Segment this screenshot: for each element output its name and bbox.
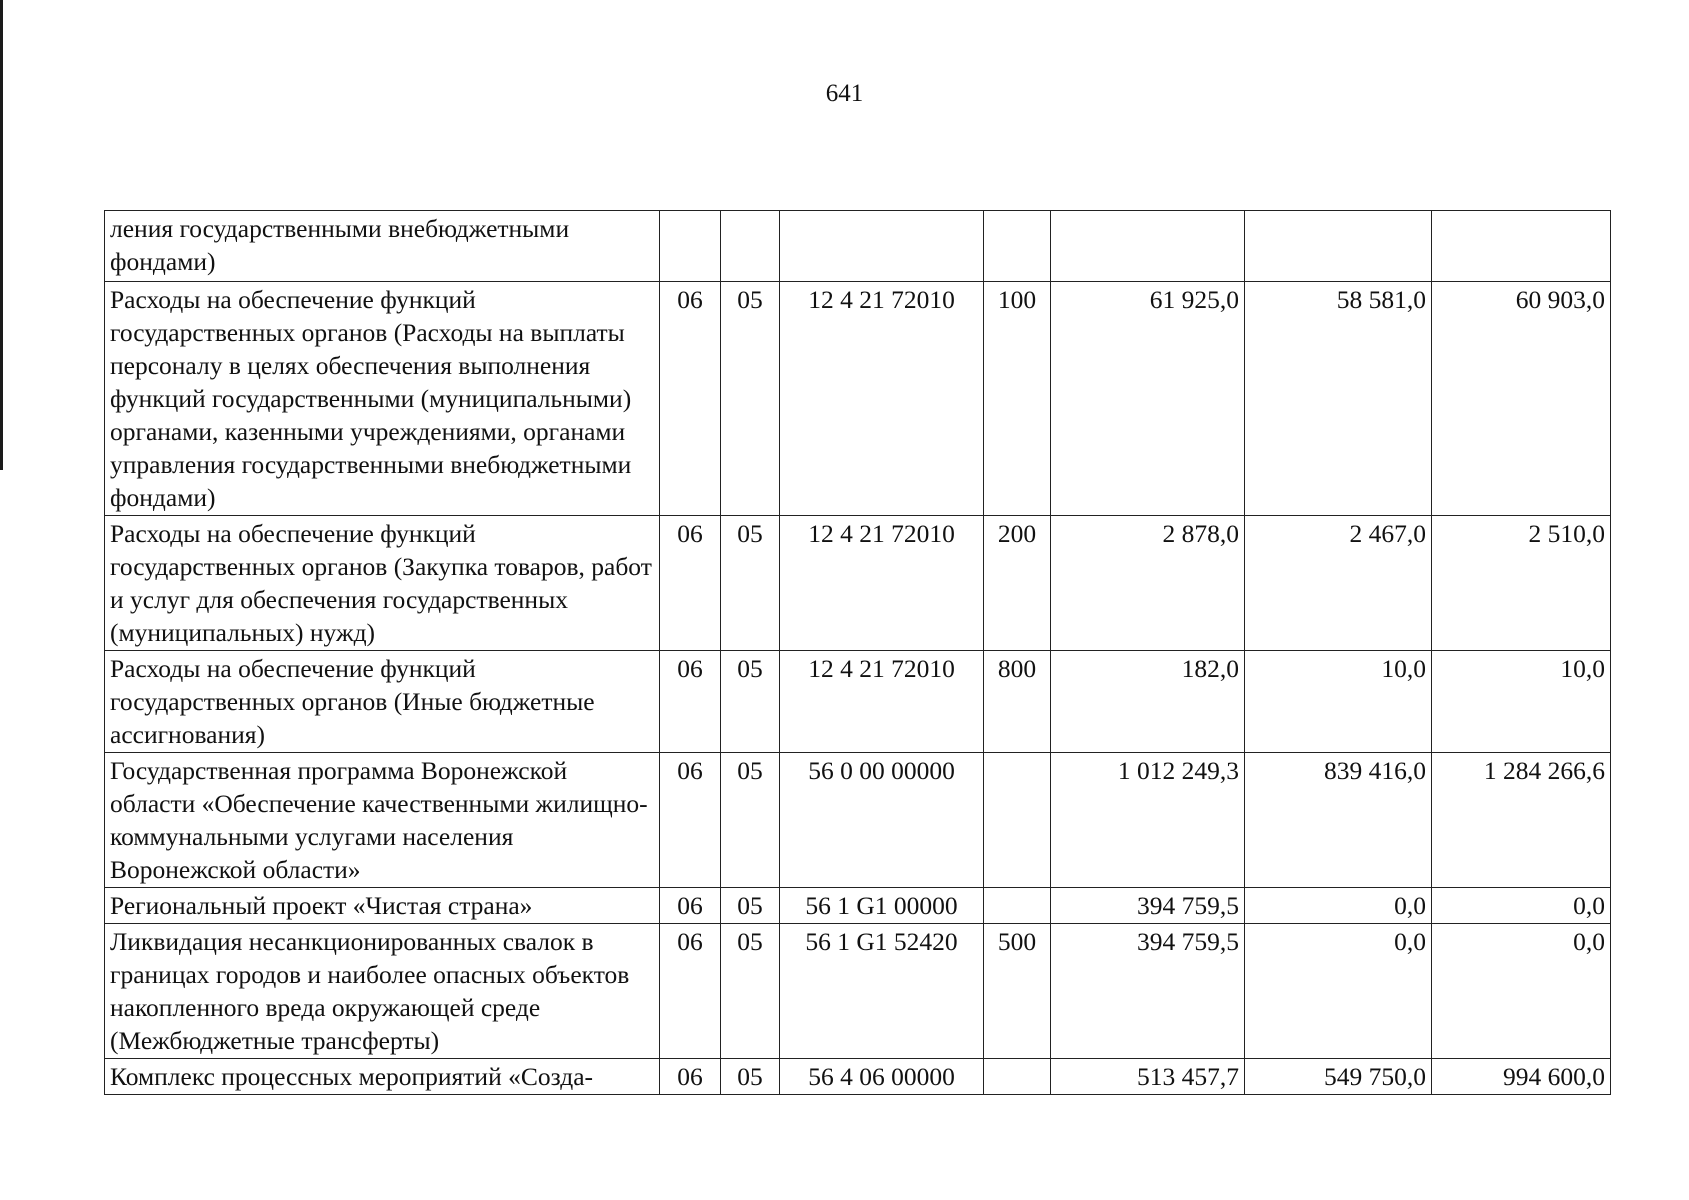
subsection-code-cell: 05 — [721, 651, 780, 753]
section-code-cell: 06 — [660, 516, 721, 651]
row-name-cell: Государственная программа Воронежской области «Обеспечение качественными жилищно-коммунальными услугами населения Воронежской области» — [105, 753, 660, 888]
table-row — [105, 924, 1611, 1059]
row-name-cell: Расходы на обеспечение функций государственных органов (Закупка товаров, работ и услуг для обеспечения государственных (муниципальных) нужд) — [105, 516, 660, 651]
row-name-cell: ления государственными внебюджетными фондами) — [105, 211, 660, 282]
subsection-code-cell: 05 — [721, 753, 780, 888]
expense-type-cell: 200 — [984, 516, 1051, 651]
amount-year2-cell: 10,0 — [1245, 651, 1432, 753]
row-name-cell: Расходы на обеспечение функций государственных органов (Расходы на выплаты персоналу в целях обеспечения выполнения функций государственными (муниципальными) органами, казенными учреждениями, органами управления государственными внебюджетными фондами) — [105, 282, 660, 516]
amount-year3-cell: 10,0 — [1432, 651, 1611, 753]
subsection-code-cell: 05 — [721, 282, 780, 516]
amount-year2-cell: 0,0 — [1245, 888, 1432, 924]
target-article-cell: 56 1 G1 52420 — [780, 924, 984, 1059]
table-row — [105, 516, 1611, 651]
subsection-code-cell: 05 — [721, 888, 780, 924]
section-code-cell: 06 — [660, 753, 721, 888]
row-name-cell: Ликвидация несанкционированных свалок в границах городов и наиболее опасных объектов накопленного вреда окружающей среде (Межбюджетные трансферты) — [105, 924, 660, 1059]
target-article-cell: 56 1 G1 00000 — [780, 888, 984, 924]
amount-year3-cell: 0,0 — [1432, 888, 1611, 924]
amount-year2-cell: 839 416,0 — [1245, 753, 1432, 888]
amount-year2-cell — [1245, 211, 1432, 282]
subsection-code-cell: 05 — [721, 1059, 780, 1095]
subsection-code-cell: 05 — [721, 516, 780, 651]
expense-type-cell — [984, 753, 1051, 888]
amount-year2-cell: 0,0 — [1245, 924, 1432, 1059]
amount-year1-cell: 182,0 — [1051, 651, 1245, 753]
amount-year2-cell: 549 750,0 — [1245, 1059, 1432, 1095]
table-row — [105, 888, 1611, 924]
amount-year1-cell — [1051, 211, 1245, 282]
expense-type-cell: 800 — [984, 651, 1051, 753]
scan-edge-line — [0, 0, 3, 470]
amount-year1-cell: 394 759,5 — [1051, 888, 1245, 924]
amount-year3-cell — [1432, 211, 1611, 282]
expense-type-cell — [984, 211, 1051, 282]
subsection-code-cell: 05 — [721, 924, 780, 1059]
subsection-code-cell — [721, 211, 780, 282]
section-code-cell: 06 — [660, 651, 721, 753]
section-code-cell: 06 — [660, 282, 721, 516]
section-code-cell — [660, 211, 721, 282]
section-code-cell: 06 — [660, 888, 721, 924]
amount-year3-cell: 0,0 — [1432, 924, 1611, 1059]
target-article-cell: 56 0 00 00000 — [780, 753, 984, 888]
amount-year3-cell: 1 284 266,6 — [1432, 753, 1611, 888]
table-row — [105, 753, 1611, 888]
amount-year3-cell: 2 510,0 — [1432, 516, 1611, 651]
table-row — [105, 651, 1611, 753]
row-name-cell: Комплекс процессных мероприятий «Созда- — [105, 1059, 660, 1095]
target-article-cell: 12 4 21 72010 — [780, 651, 984, 753]
target-article-cell: 12 4 21 72010 — [780, 516, 984, 651]
amount-year1-cell: 513 457,7 — [1051, 1059, 1245, 1095]
table-row — [105, 1059, 1611, 1095]
budget-table — [104, 210, 1611, 1095]
amount-year2-cell: 2 467,0 — [1245, 516, 1432, 651]
amount-year1-cell: 61 925,0 — [1051, 282, 1245, 516]
target-article-cell — [780, 211, 984, 282]
target-article-cell: 56 4 06 00000 — [780, 1059, 984, 1095]
expense-type-cell: 500 — [984, 924, 1051, 1059]
expense-type-cell — [984, 888, 1051, 924]
page-number: 641 — [825, 80, 864, 107]
amount-year1-cell: 394 759,5 — [1051, 924, 1245, 1059]
section-code-cell: 06 — [660, 1059, 721, 1095]
row-name-cell: Региональный проект «Чистая страна» — [105, 888, 660, 924]
amount-year3-cell: 994 600,0 — [1432, 1059, 1611, 1095]
table-row — [105, 282, 1611, 516]
expense-type-cell: 100 — [984, 282, 1051, 516]
amount-year1-cell: 1 012 249,3 — [1051, 753, 1245, 888]
amount-year1-cell: 2 878,0 — [1051, 516, 1245, 651]
section-code-cell: 06 — [660, 924, 721, 1059]
expense-type-cell — [984, 1059, 1051, 1095]
amount-year3-cell: 60 903,0 — [1432, 282, 1611, 516]
target-article-cell: 12 4 21 72010 — [780, 282, 984, 516]
row-name-cell: Расходы на обеспечение функций государственных органов (Иные бюджетные ассигнования) — [105, 651, 660, 753]
amount-year2-cell: 58 581,0 — [1245, 282, 1432, 516]
table-row — [105, 211, 1611, 282]
